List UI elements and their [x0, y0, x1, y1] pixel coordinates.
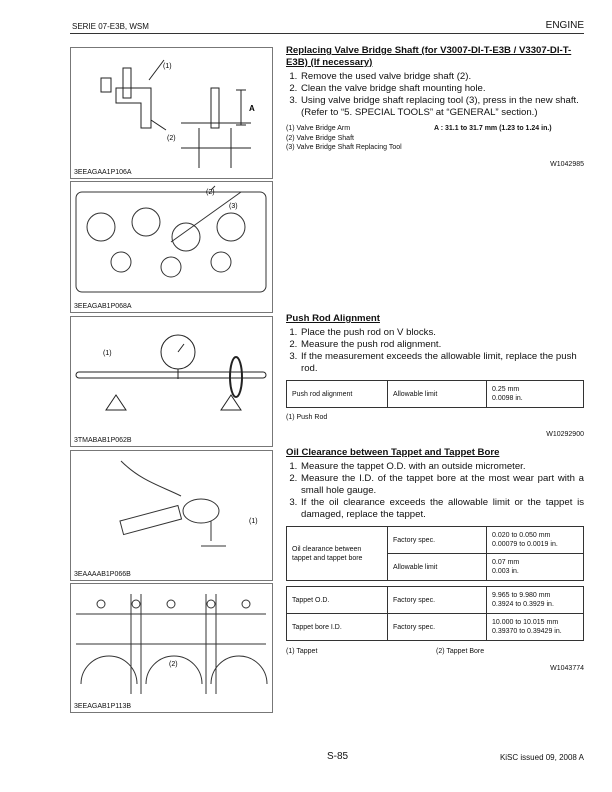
section-title: Oil Clearance between Tappet and Tappet Bore: [286, 447, 500, 458]
callout-2: (2): [169, 661, 178, 668]
spec-table: [286, 380, 584, 408]
steps: [286, 461, 584, 521]
callout-1: (1): [249, 518, 258, 525]
spec-a: A : 31.1 to 31.7 mm (1.23 to 1.24 in.): [434, 125, 552, 132]
table-row: [287, 527, 584, 554]
value-in: 0.00079 to 0.0019 in.: [492, 541, 558, 548]
value-in: 0.3924 to 0.3929 in.: [492, 601, 554, 608]
value-mm: 0.020 to 0.050 mm: [492, 532, 551, 539]
value-in: 0.003 in.: [492, 568, 519, 575]
step: 2. Clean the valve bridge shaft mounting hole.: [300, 83, 584, 95]
ref-code: W1042985: [550, 160, 584, 168]
valve-bridge-drawing: [71, 48, 274, 180]
table-row: [287, 614, 584, 641]
value-mm: 10.000 to 10.015 mm: [492, 619, 559, 626]
value-mm: 0.07 mm: [492, 559, 520, 566]
page-number: S-85: [327, 751, 349, 762]
steps: [286, 71, 584, 119]
cell: Allowable limit: [388, 554, 487, 581]
legend-item: (1) Valve Bridge Arm: [286, 125, 351, 132]
cell: Oil clearance between tappet and tappet bore: [287, 527, 388, 581]
cylinder-head-drawing: [71, 182, 274, 314]
figure-valve-bridge: [70, 47, 273, 179]
cell: Factory spec.: [388, 527, 487, 554]
header-rule: [70, 33, 584, 34]
cell: Allowable limit: [388, 381, 487, 408]
header-section: ENGINE: [545, 20, 584, 31]
figure-push-rod: [70, 316, 273, 447]
clearance-table: [286, 526, 584, 581]
tappet-bore-drawing: [71, 584, 274, 714]
step: 3. If the oil clearance exceeds the allowable limit or the tappet is damaged, replace the tappet.: [300, 497, 584, 521]
callout-a: A: [249, 104, 255, 113]
issue-note: KiSC issued 09, 2008 A: [499, 753, 584, 762]
figure-tappet: [70, 450, 273, 581]
cell: [487, 587, 584, 614]
section-push-rod: [286, 313, 584, 441]
cell: [487, 381, 584, 408]
callout-2: (2): [167, 135, 176, 142]
header-series: SERIE 07-E3B, WSM: [72, 22, 149, 31]
step: 2. Measure the I.D. of the tappet bore at the most wear part with a small hole gauge.: [300, 473, 584, 497]
cell: Push rod alignment: [287, 381, 388, 408]
ref-code: W1043774: [550, 664, 584, 672]
callout-1: (1): [163, 63, 172, 70]
step: 3. Using valve bridge shaft replacing tool (3), press in the new shaft. (Refer to “5. SPECIAL TOOLS” at “GENERAL” section.): [300, 95, 584, 119]
value-in: 0.0098 in.: [492, 395, 523, 402]
figure-caption: 3EEAGAB1P068A: [74, 303, 132, 310]
cell: Factory spec.: [388, 587, 487, 614]
figure-caption: 3EEAGAB1P113B: [74, 703, 132, 710]
step: 1. Remove the used valve bridge shaft (2).: [300, 71, 584, 83]
figure-tappet-bore: [70, 583, 273, 713]
table-row: [287, 381, 584, 408]
cell: [487, 554, 584, 581]
figure-caption: 3TMABAB1P062B: [74, 437, 132, 444]
callout-3: (3): [229, 203, 238, 210]
legend-item: (3) Valve Bridge Shaft Replacing Tool: [286, 144, 402, 151]
cell: [487, 527, 584, 554]
cell: Tappet bore I.D.: [287, 614, 388, 641]
legend-item: (1) Tappet: [286, 648, 318, 655]
step: 2. Measure the push rod alignment.: [300, 339, 584, 351]
cell: Tappet O.D.: [287, 587, 388, 614]
tappet-drawing: [71, 451, 274, 582]
legend-item: (2) Valve Bridge Shaft: [286, 134, 354, 142]
figure-caption: 3EAAAAB1P066B: [74, 571, 131, 578]
ref-code: W10292900: [546, 430, 584, 438]
tappet-table: [286, 586, 584, 641]
value-mm: 0.25 mm: [492, 386, 520, 393]
value-in: 0.39370 to 0.39429 in.: [492, 628, 562, 635]
section-valve-bridge: [286, 45, 584, 171]
step: 3. If the measurement exceeds the allowable limit, replace the push rod.: [300, 351, 584, 375]
legend-item: (2) Tappet Bore: [436, 648, 485, 655]
table-row: [287, 587, 584, 614]
value-mm: 9.965 to 9.980 mm: [492, 592, 551, 599]
figure-caption: 3EEAGAA1P106A: [74, 169, 132, 176]
legend-item: (1) Push Rod: [286, 414, 328, 421]
section-title: Replacing Valve Bridge Shaft (for V3007-DI-T-E3B / V3307-DI-T-E3B) (If necessary): [286, 45, 572, 68]
callout-2: (2): [206, 189, 215, 196]
step: 1. Measure the tappet O.D. with an outside micrometer.: [300, 461, 584, 473]
section-tappet: [286, 447, 584, 675]
step: 1. Place the push rod on V blocks.: [300, 327, 584, 339]
cell: Factory spec.: [388, 614, 487, 641]
callout-1: (1): [103, 350, 112, 357]
push-rod-drawing: [71, 317, 274, 448]
figure-cylinder-head: [70, 181, 273, 313]
cell: [487, 614, 584, 641]
section-title: Push Rod Alignment: [286, 313, 380, 324]
steps: [286, 327, 584, 375]
